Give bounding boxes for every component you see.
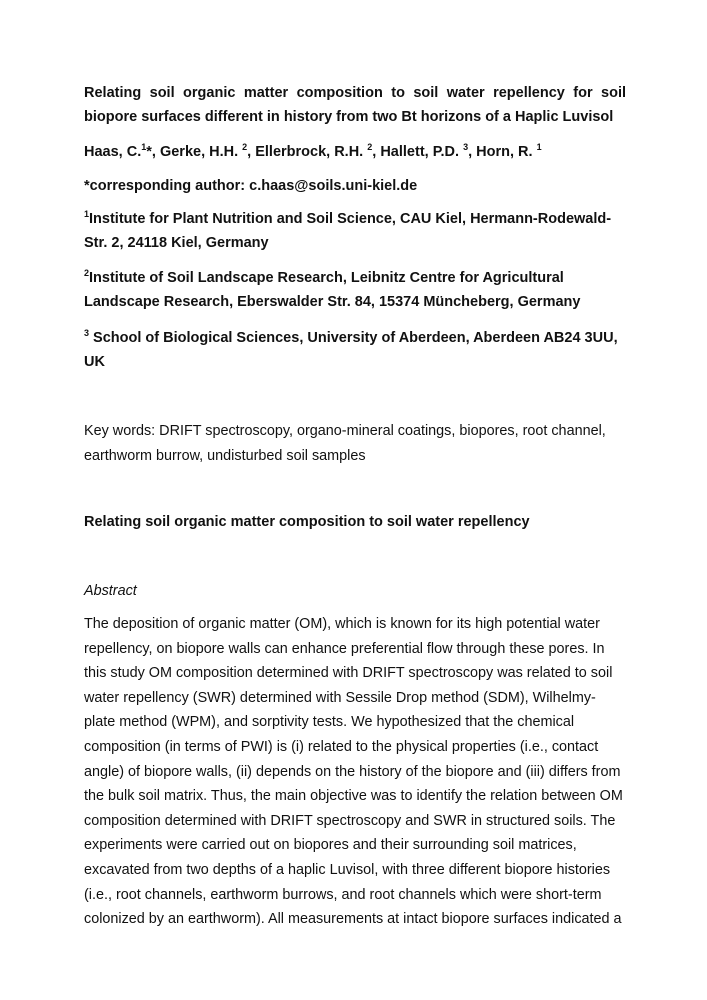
paper-title: Relating soil organic matter composition to soil water repellency for soil biopore surfaces different in history from two Bt horizons of a Haplic Luvisol	[84, 85, 626, 125]
affiliation-marker: 1	[84, 209, 90, 220]
abstract-text: The deposition of organic matter (OM), which is known for its high potential water repellency, on biopore walls can enhance preferential flow through these pores. In this study OM composition determined with DRIFT spectroscopy was related to soil water repellency (SWR) determined with Sessile Drop method (SDM), Wilhelmy-plate method (WPM), and sorptivity tests. We hypothesized that the chemical composition (in terms of PWI) is (i) related to the physical properties (i.e., contact angle) of biopore walls, (ii) depends on the history of the biopore and (iii) differs from the bulk soil matrix. Thus, the main objective was to identify the relation between OM composition determined with DRIFT spectroscopy and SWR in structured soils. The experiments were carried out on biopores and their surrounding soil matrices, excavated from two depths of a haplic Luvisol, with three different biopore histories (i.e., root channels, earthworm burrows, and root channels which were short-term colonized by an earthworm). All measurements at intact biopore surfaces indicated a	[84, 616, 623, 928]
affiliation-3	[84, 326, 626, 374]
affiliation-text: Institute of Soil Landscape Research, Leibnitz Centre for Agricultural Landscape Research, Eberswalder Str. 84, 15374 Müncheberg, Germany	[84, 270, 581, 310]
author-affiliation-marker: 2	[367, 142, 373, 153]
affiliation-marker: 3	[84, 328, 90, 339]
author-list	[84, 140, 626, 164]
author-affiliation-marker: 1	[141, 142, 147, 153]
affiliation-text: Institute for Plant Nutrition and Soil Science, CAU Kiel, Hermann-Rodewald-Str. 2, 24118 Kiel, Germany	[84, 211, 612, 251]
running-title: Relating soil organic matter composition to soil water repellency	[84, 514, 530, 530]
author-name: Hallett, P.D.	[380, 144, 460, 160]
author-separator: ,	[372, 144, 381, 160]
author-affiliation-marker: 1	[536, 142, 542, 153]
affiliation-2	[84, 266, 626, 314]
author-separator: ,	[468, 144, 477, 160]
abstract-heading: Abstract	[84, 583, 137, 599]
keywords: Key words: DRIFT spectroscopy, organo-mineral coatings, biopores, root channel, earthworm burrow, undisturbed soil samples	[84, 423, 606, 464]
author-separator: *,	[146, 144, 160, 160]
author-name: Gerke, H.H.	[159, 144, 239, 160]
author-affiliation-marker: 3	[463, 142, 469, 153]
author-affiliation-marker: 2	[242, 142, 248, 153]
affiliation-text: School of Biological Sciences, University of Aberdeen, Aberdeen AB24 3UU, UK	[84, 330, 618, 370]
author-name: Ellerbrock, R.H.	[255, 144, 364, 160]
author-separator: ,	[247, 144, 256, 160]
corresponding-author: *corresponding author: c.haas@soils.uni-kiel.de	[84, 178, 418, 194]
affiliation-1	[84, 207, 626, 255]
affiliation-marker: 2	[84, 268, 90, 279]
author-name: Horn, R.	[476, 144, 533, 160]
author-name: Haas, C.	[84, 144, 142, 160]
